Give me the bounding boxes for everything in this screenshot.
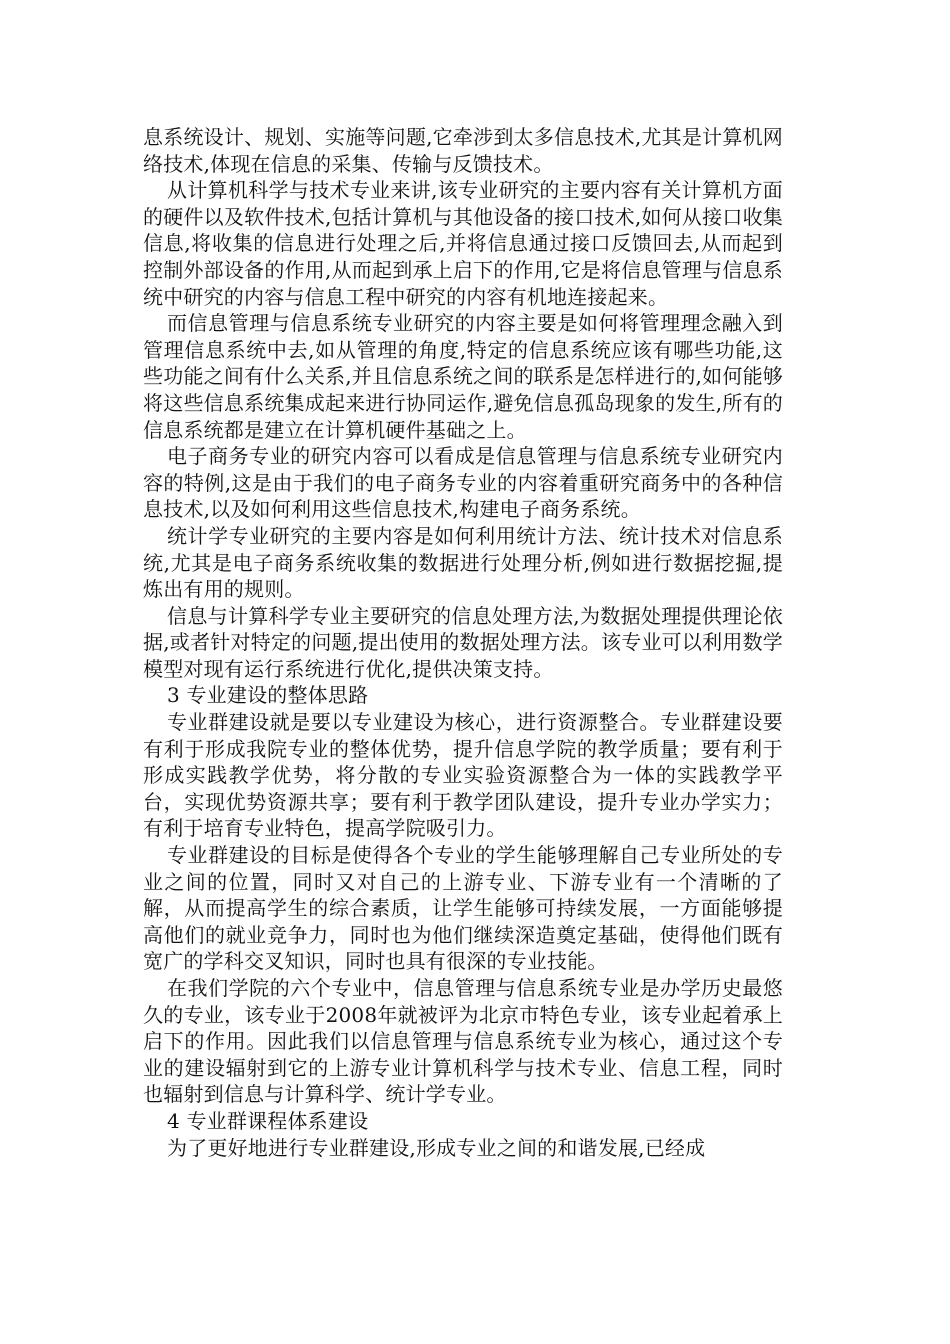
paragraph-e-commerce: 电子商务专业的研究内容可以看成是信息管理与信息系统专业研究内容的特例,这是由于我们的电子商务专业的内容着重研究商务中的各种信息技术,以及如何利用这些信息技术,构建电子商务系统。 (143, 444, 783, 522)
section-heading-3: 3 专业建设的整体思路 (167, 683, 369, 708)
paragraph-computer-science: 从计算机科学与技术专业来讲,该专业研究的主要内容有关计算机方面的硬件以及软件技术,包括计算机与其他设备的接口技术,如何从接口收集信息,将收集的信息进行处理之后,并将信息通过接口反馈回去,从而起到控制外部设备的作用,从而起到承上启下的作用,它是将信息管理与信息系统中研究的内容与信息工程中研究的内容有机地连接起来。 (143, 178, 783, 309)
paragraph-curriculum-start: 为了更好地进行专业群建设,形成专业之间的和谐发展,已经成 (167, 1135, 706, 1160)
paragraph-continuation: 息系统设计、规划、实施等问题,它牵涉到太多信息技术,尤其是计算机网络技术,体现在信息的采集、传输与反馈技术。 (143, 125, 783, 176)
paragraph-cluster-goal: 专业群建设的目标是使得各个专业的学生能够理解自己专业所处的专业之间的位置，同时又对自己的上游专业、下游专业有一个清晰的了解，从而提高学生的综合素质，让学生能够可持续发展，一方面能够提高他们的就业竞争力，同时也为他们继续深造奠定基础，使得他们既有宽广的学科交叉知识，同时也具有很深的专业技能。 (143, 843, 783, 974)
paragraph-six-majors: 在我们学院的六个专业中，信息管理与信息系统专业是办学历史最悠久的专业，该专业于2008年就被评为北京市特色专业，该专业起着承上启下的作用。因此我们以信息管理与信息系统专业为核心，通过这个专业的建设辐射到它的上游专业计算机科学与技术专业、信息工程，同时也辐射到信息与计算科学、统计学专业。 (143, 976, 783, 1107)
paragraph-information-management: 而信息管理与信息系统专业研究的内容主要是如何将管理理念融入到管理信息系统中去,如从管理的角度,特定的信息系统应该有哪些功能,这些功能之间有什么关系,并且信息系统之间的联系是怎样进行的,如何能够将这些信息系统集成起来进行协同运作,避免信息孤岛现象的发生,所有的信息系统都是建立在计算机硬件基础之上。 (143, 311, 783, 442)
section-heading-4: 4 专业群课程体系建设 (167, 1108, 369, 1133)
paragraph-information-computing-science: 信息与计算科学专业主要研究的信息处理方法,为数据处理提供理论依据,或者针对特定的问题,提出使用的数据处理方法。该专业可以利用数学模型对现有运行系统进行优化,提供决策支持。 (143, 603, 783, 681)
paragraph-statistics: 统计学专业研究的主要内容是如何利用统计方法、统计技术对信息系统,尤其是电子商务系统收集的数据进行处理分析,例如进行数据挖掘,提炼出有用的规则。 (143, 523, 783, 602)
document-body (143, 124, 783, 1161)
paragraph-cluster-construction: 专业群建设就是要以专业建设为核心，进行资源整合。专业群建设要有利于形成我院专业的整体优势，提升信息学院的教学质量；要有利于形成实践教学优势，将分散的专业实验资源整合为一体的实践教学平台，实现优势资源共享；要有利于教学团队建设，提升专业办学实力；有利于培育专业特色，提高学院吸引力。 (143, 710, 783, 841)
